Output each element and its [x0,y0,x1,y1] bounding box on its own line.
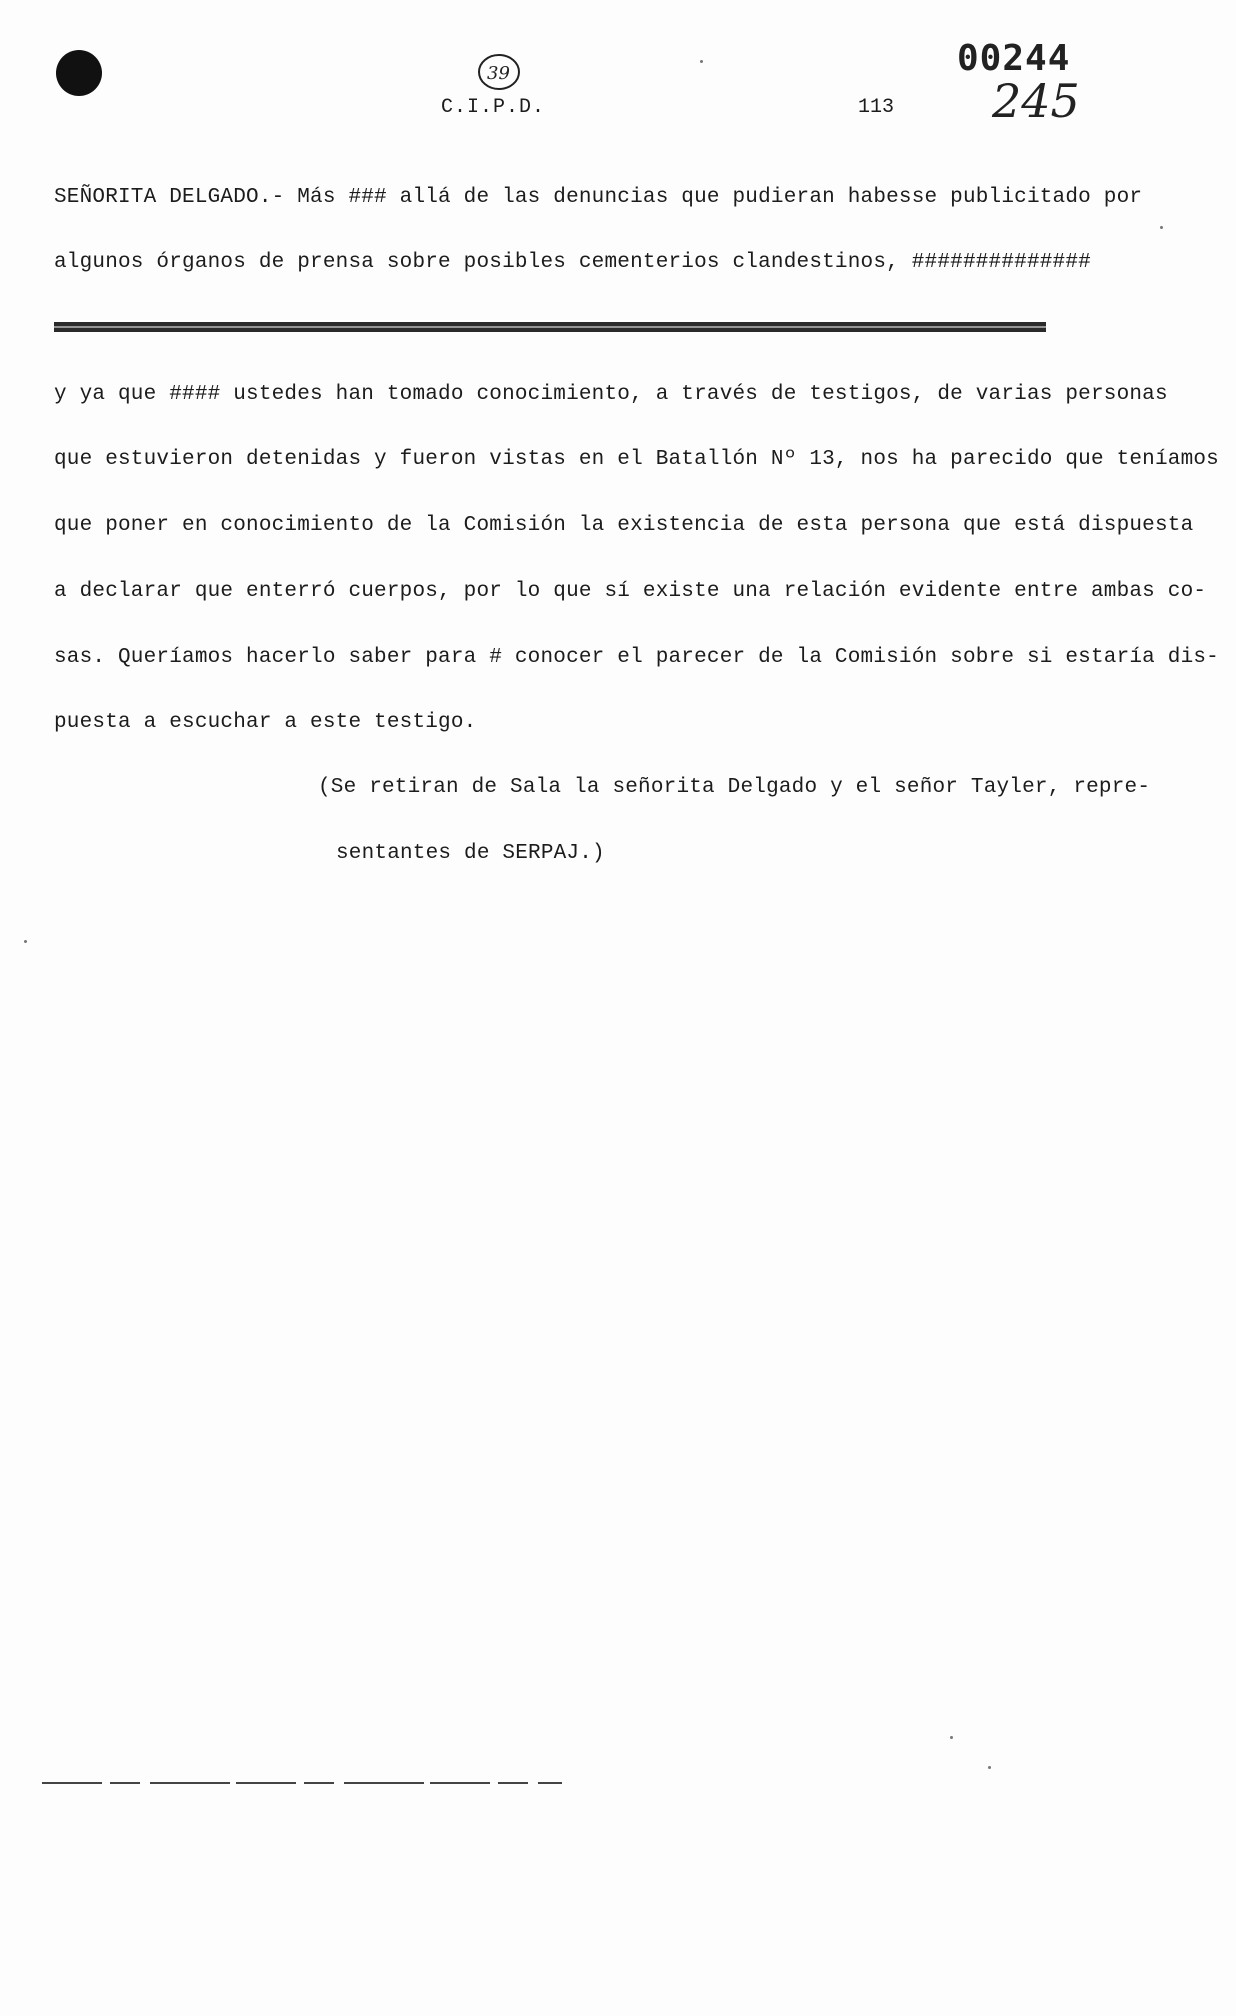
scan-speck [1160,226,1163,229]
scan-speck [24,940,27,943]
scan-speck [950,1736,953,1739]
stamp-number: 00244 [957,38,1071,79]
seal-number: 39 [487,63,510,84]
text-line-10: sentantes de SERPAJ.) [336,842,605,865]
scan-speck [988,1766,991,1769]
scan-speck [700,60,703,63]
text-line-5: que poner en conocimiento de la Comisión la existencia de esta persona que está dispuesta [54,514,1194,537]
text-line-2: algunos órganos de prensa sobre posibles cementerios clandestinos, ############## [54,251,1091,274]
handwritten-number: 245 [992,74,1080,128]
footer-rule [42,1782,562,1784]
page-number: 113 [858,96,895,119]
organization-header: C.I.P.D. [441,96,546,119]
text-line-4: que estuvieron detenidas y fueron vistas en el Batallón Nº 13, nos ha parecido que teníamos [54,448,1219,471]
text-line-1: SEÑORITA DELGADO.- Más ### allá de las denuncias que pudieran habesse publicitado por [54,186,1143,209]
text-line-9: (Se retiran de Sala la señorita Delgado y el señor Tayler, repre- [318,776,1151,799]
punch-hole [56,50,102,96]
circular-seal-icon [476,52,522,92]
text-line-6: a declarar que enterró cuerpos, por lo que sí existe una relación evidente entre ambas co- [54,580,1207,603]
text-line-3: y ya que #### ustedes han tomado conocimiento, a través de testigos, de varias personas [54,383,1168,406]
struck-out-line [54,320,1046,334]
text-line-8: puesta a escuchar a este testigo. [54,711,477,734]
text-line-7: sas. Queríamos hacerlo saber para # conocer el parecer de la Comisión sobre si estaría dis- [54,646,1219,669]
